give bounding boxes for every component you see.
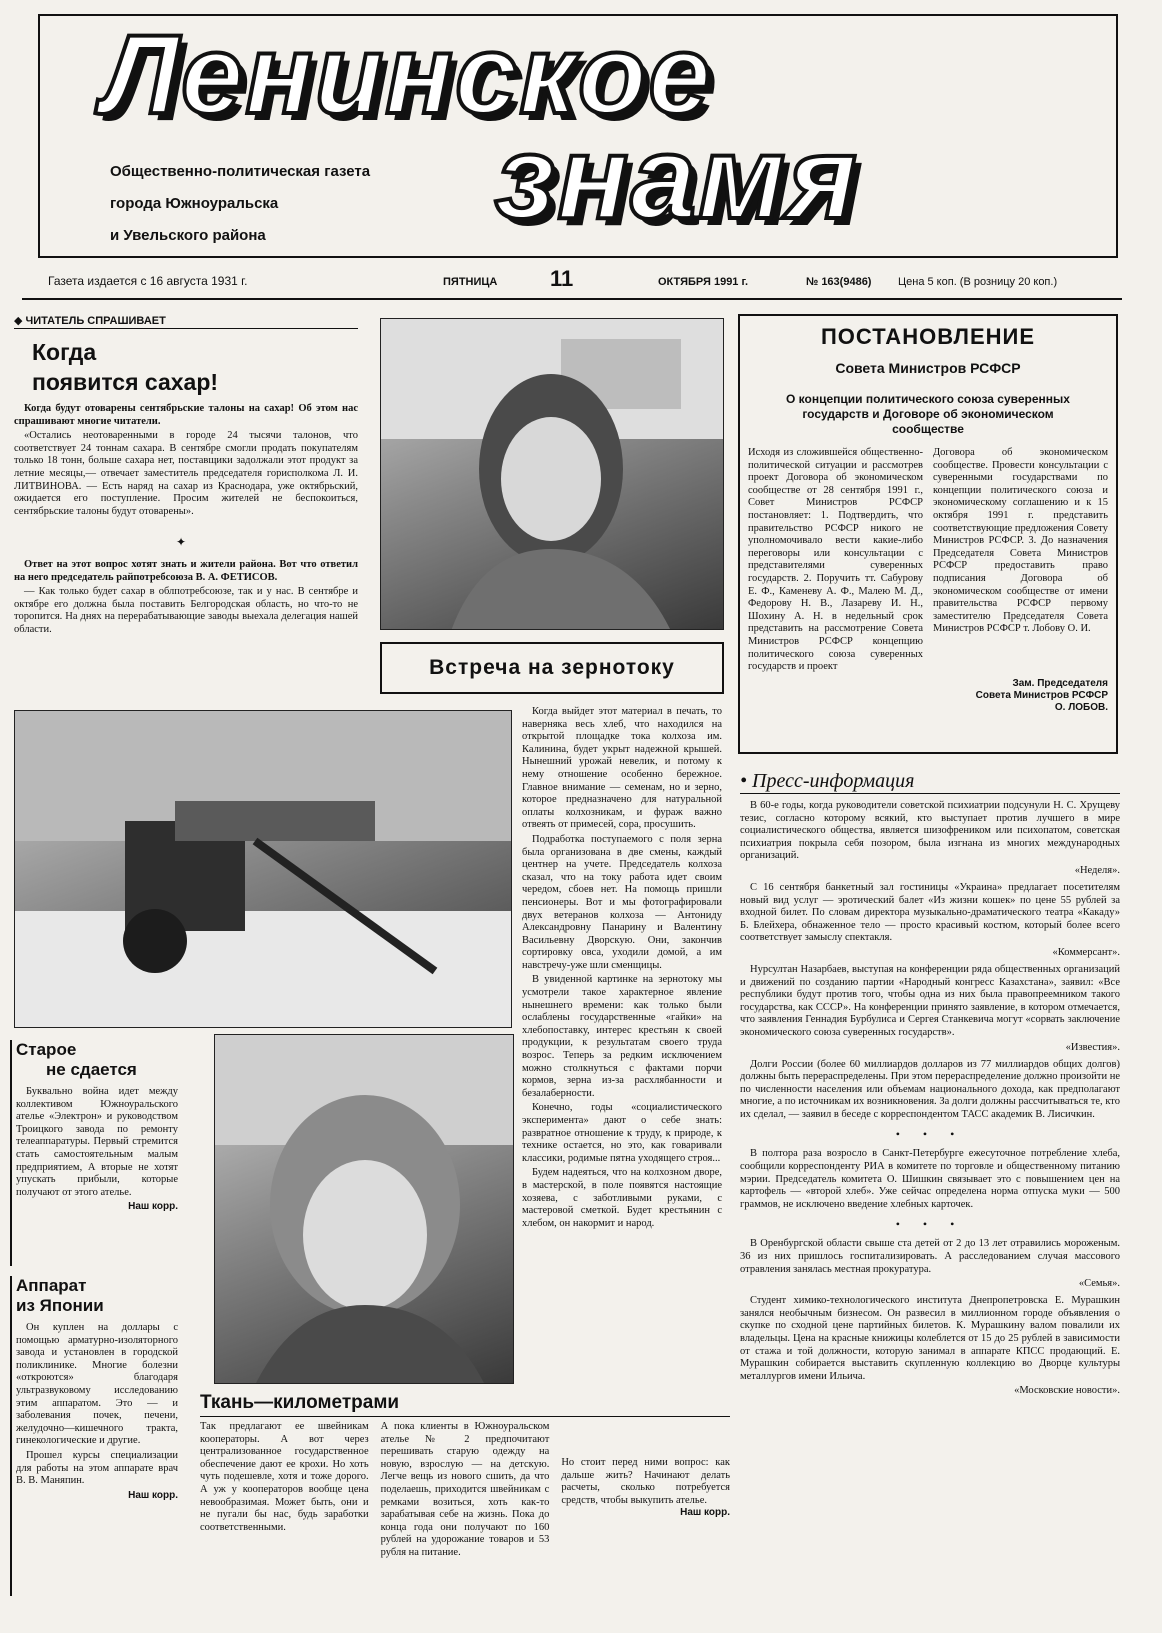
press-info-text: С 16 сентября банкетный зал гостиницы «Украина» предлагает посетителям новый вид услуг — эротический балет «Из жизни кошек» по цене 55 рублей за входной билет. По словам директора музыкально-драматического театра «Какаду» Б. Блейхера, обнаженное тело — просто красивый костюм, который более всего соответствует замыслу спектакля. — [740, 881, 1120, 944]
dateline-day: 11 — [550, 266, 574, 291]
separator-dots: • • • — [895, 1217, 965, 1232]
decree-topic: О концепции политического союза суверенных государств и Договоре об экономическом сообществе — [786, 392, 1070, 436]
photo-old-woman-drawing — [215, 1035, 514, 1384]
fabric-column-3-wrap — [561, 1421, 730, 1560]
press-info-item — [740, 882, 1120, 945]
press-info-source: «Семья». — [1078, 1278, 1120, 1290]
press-info-text: В Оренбургской области свыше ста детей от 2 до 13 лет отравились мороженым. 36 из них пришлось госпитализировать. А расследованием случая массового отравления занялась местная прокуратура. — [740, 1238, 1120, 1275]
photo-caption-box — [380, 642, 724, 694]
device-paragraph: Прошел курсы специализации для работы на этом аппарате врач В. В. Маняпин. — [16, 1449, 178, 1487]
fabric-column-2: А пока клиенты в Южноуральском ателье № 2 предпочитают перешивать старую одежду на новую, взрослую — на детскую. Легче вещь из нового сшить, да что поделаешь, приходится швейникам с ремками возиться, хоть как-то зарабатывая себе на жизнь. Пока до конца года они получают по 160 рублей на удорожание товаров и 53 рубля на питание. — [380, 1421, 550, 1558]
masthead-subtitle-line: Общественно-политическая газета — [110, 163, 371, 180]
decree-column-2: Договора об экономическом сообществе. Провести консультации с суверенными государствами по концепции политического союза и экономическому соглашению и к 15 октября 1991 г. представить соответствующие предложения Совету Министров РСФСР. 3. До назначения Председателя Совета Министров РСФСР предоставить право подписания Договора об экономическом сообществе от имени правительства РСФСР первому заместителю Председателя Совета Министров РСФСР т. Лобову О. И. — [933, 447, 1108, 635]
decree-signature-name: О. ЛОБОВ. — [1054, 701, 1108, 713]
masthead-title-line2: знамя — [495, 112, 859, 244]
device-headline-line2: из Японии — [16, 1296, 104, 1315]
press-info-item — [740, 964, 1120, 1040]
grain-article-paragraph: Будем надеяться, что на колхозном дворе, в мастерской, в поле появятся настоящие хозяева, с заботливыми руками, с мастеровой сметкой. Будет крестьянин с хлебом, он накормит и народ. — [522, 1167, 722, 1229]
reader-asks-headline — [32, 337, 358, 397]
photo-tractor-drawing — [15, 711, 512, 1028]
reader-asks-body — [14, 403, 358, 637]
old-headline-line2: не сдается — [46, 1060, 137, 1079]
device-headline — [16, 1276, 178, 1316]
device-paragraph: Он куплен на доллары с помощью арматурно-изоляторного завода и установлен в городской поликлинике. Многие болезни «откроются» благодаря ультразвуковому исследованию этим аппаратом. Это — и заболевания почек, печени, желудочно—кишечного тракта, гинекологические и другие. — [16, 1322, 178, 1447]
decree-columns — [748, 447, 1108, 674]
grain-article-paragraph: Подработка поступаемого с поля зерна была организована в две смены, каждый центнер на учете. Председатель колхоза сказал, что на току работа идет своим чередом, сбоев нет. На помощь пришли пенсионеры. Вот и мы фотографировали двух ветеранов колхоза — Антониду Александровну Панарину и Валентину Васильевну Дворскую. Они, закончив сортировку овса, уходили домой, а им навстречу-уже шли сменщицы. — [522, 833, 722, 971]
press-info-source: «Коммерсант». — [1052, 946, 1120, 958]
press-info-rubric-text: Пресс-информация — [752, 770, 915, 792]
masthead — [38, 14, 1118, 258]
press-info-text: В полтора раза возросло в Санкт-Петербурге ежесуточное потребление хлеба, сообщили корреспонденту РИА в комитете по торговле и общественному питанию мэрии. Председатель комитета О. Шишкин связывает это с повышением цен на картофель — «второй хлеб». Уже сейчас определена норма отпуска муки — 500 граммов, не исключено введение хлебных карточек. — [740, 1148, 1120, 1210]
old-headline — [16, 1040, 178, 1080]
grain-article-paragraph: В увиденной картинке на зернотоку мы усмотрели такое характерное явление нынешнего времени: как только были ослаблены государственные «гайки» на хлебопоставку, интерес крестьян к своей продукции, к результатам своего труда возрос. Теперь за редким исключением можно столкнуться с фактами порчи кормов, зерна из-за расхлябанности и безалаберности. — [522, 974, 722, 1099]
grain-article-paragraph: Когда выйдет этот материал в печать, то наверняка весь хлеб, что находился на открытой площадке тока колхоза им. Калинина, будет укрыт надежной крышей. Нынешний урожай невелик, и потому к нему отношение особенно бережное. Главное внимание — семенам, но и зерно, которое предназначено для натуральной оплаты колхозникам, и фураж важно отвеять от примесей, сора, просушить. — [522, 706, 722, 831]
decree-signature-line: Зам. Председателя — [1012, 677, 1108, 689]
fabric-column-1: Так предлагают ее швейникам кооператоры. А вот через централизованное государственное обеспечение дают ее крохи. Но хоть чуть подешевле, хотя и тоже дорого. А уж у кооператоров вообще цена невообразимая. Может быть, они и не пугали бы нас, будь заработки соответственными. — [200, 1421, 369, 1533]
device-body — [16, 1322, 178, 1488]
press-info-text: Долги России (более 60 миллиардов долларов из 77 миллиардов общих долгов) должны быть перераспределены. При этом перераспределение должно произойти не по численности населения или объемам национального дохода, как предполагают многие, а по источникам их возникновения. За долги должны рассчитываться те, кто их сделал, — заявил в беседе с корреспондентом ТАСС академик В. Лисичкин. — [740, 1058, 1120, 1120]
dateline-price: Цена 5 коп. (В розницу 20 коп.) — [898, 276, 1058, 288]
reader-asks-paragraph: Ответ на этот вопрос хотят знать и жители района. Вот что ответил на него председатель райпотребсоюза В. А. ФЕТИСОВ. — [14, 558, 358, 583]
masthead-subtitle-line: города Южноуральска — [110, 195, 279, 212]
press-info-item — [740, 1059, 1120, 1122]
grain-article-paragraph: Конечно, годы «социалистического эксперимента» дают о себе знать: развратное отношение к труду, к природе, к технике остается, но это, как говаривали классики, родимые пятна уходящего строя... — [522, 1102, 722, 1164]
old-signature: Наш корр. — [128, 1201, 178, 1213]
old-body — [16, 1086, 178, 1199]
dateline-since: Газета издается с 16 августа 1931 г. — [48, 274, 248, 288]
dateline-month-year: ОКТЯБРЯ 1991 г. — [658, 276, 749, 288]
press-info-text: Студент химико-технологического института Днепропетровска Е. Мурашкин занялся необычным бизнесом. Он развесил в миллионном городе объявления о скупке по сходной цене партийных билетов. К. Мурашкину валом повалили их владельцы. Цена на красные книжицы колеблется от 15 до 25 рублей в зависимости от стажа и той должности, которую занимал в аппарате КПСС продающий. Е. Мурашкин собирается выставить скупленную коллекцию во Дворце культуры металлургов имени Ильича. — [740, 1295, 1120, 1382]
decree-article — [738, 314, 1118, 754]
fabric-columns — [200, 1421, 730, 1560]
dateline-weekday: ПЯТНИЦА — [443, 276, 498, 288]
separator-star: ✦ — [175, 535, 197, 550]
photo-old-woman — [214, 1034, 514, 1384]
dateline-issue: № 163(9486) — [806, 276, 872, 288]
press-info-item — [740, 800, 1120, 863]
reader-asks-article — [14, 314, 358, 694]
dateline — [38, 268, 1118, 298]
photo-woman-headscarf — [380, 318, 724, 630]
fabric-column-3: Но стоит перед ними вопрос: как дальше жить? Начинают делать расчеты, сколько потребуется средств, чтобы выкупить ателье. — [561, 1457, 731, 1506]
decree-signature-line: Совета Министров РСФСР — [975, 689, 1108, 701]
fabric-signature: Наш корр. — [680, 1507, 731, 1519]
press-info-text: Нурсултан Назарбаев, выступая на конференции ряда общественных организаций и движений по созданию партии «Народный конгресс Казахстана», заявил: «Все республики будут против того, чтобы одна из них была правопреемником такого государства, как СССР». На конференции принято заявление, в котором отмечается, что заявления Геннадия Бурбулиса и Сергея Станкевича могут «сорвать заключение экономического союза суверенных государств». — [740, 963, 1120, 1038]
old-paragraph: Буквально война идет между коллективом Южноуральского ателье «Электрон» и руководством Троицкого завода по ремонту телеаппаратуры. Первый стремится стать самостоятельным малым предприятием, А вторые не хотят упускать прибыли, которые получают от этого ателье. — [16, 1086, 178, 1198]
reader-asks-paragraph: Когда будут отоварены сентябрьские талоны на сахар! Об этом нас спрашивают многие читатели. — [14, 403, 358, 427]
device-article — [10, 1276, 178, 1596]
press-info-source: «Неделя». — [1074, 864, 1120, 876]
press-info-rubric: • Пресс-информация — [740, 770, 1120, 794]
reader-asks-headline-line2: появится сахар! — [32, 369, 219, 395]
masthead-subtitle-line: и Увельского района — [110, 227, 266, 244]
masthead-subtitle — [110, 156, 370, 252]
press-info-article — [740, 770, 1120, 1630]
reader-asks-rubric: ◆ ЧИТАТЕЛЬ СПРАШИВАЕТ — [14, 314, 358, 329]
press-info-source: «Московские новости». — [1014, 1385, 1120, 1397]
decree-subtitle: Совета Министров РСФСР — [835, 360, 1021, 376]
reader-asks-paragraph: «Остались неотоваренными в городе 24 тысячи талонов, что соответствует 24 тоннам сахара. В сентябре смогли продать покупателям только 18 тонн, больше сахара нет, поставщики задолжали этот продукт за летние месяцы,— отвечает заместитель председателя горисполкома Л. И. ЛИТВИНОВА. — Есть наряд на сахар из Краснодара, уже октябрьский, ожидается его поступление. Просим жителей не беспокоиться, сентябрьские талоны будут отоварены». — [14, 430, 358, 517]
dateline-rule — [22, 298, 1122, 300]
photo-woman-headscarf-drawing — [381, 319, 724, 630]
separator-dots: • • • — [895, 1127, 965, 1142]
press-info-text: В 60-е годы, когда руководители советской психиатрии подсунули Н. С. Хрущеву тезис, согласно которому всякий, кто выступает против лучшего в мире социалистического общества, является шизофреником или психопатом, советская психиатрия покрыла себя позором, была изгнана из многих международных организаций. — [740, 800, 1120, 862]
old-headline-line1: Старое — [16, 1040, 77, 1059]
reader-asks-headline-line1: Когда — [32, 339, 97, 365]
device-signature: Наш корр. — [128, 1489, 178, 1501]
fabric-headline: Ткань—километрами — [200, 1392, 730, 1417]
photo-caption: Встреча на зернотоку — [429, 656, 675, 679]
old-article — [10, 1040, 178, 1266]
press-info-item — [740, 1295, 1120, 1383]
device-headline-line1: Аппарат — [16, 1276, 87, 1295]
reader-asks-paragraph: — Как только будет сахар в облпотребсоюзе, так и у нас. В сентябре и октябре его должна была поставить Белгородская область, но что-то не торопится. На днях на перерабатывающие заводы выехала делегация нашей области. — [14, 586, 358, 635]
photo-tractor-threshing-floor — [14, 710, 512, 1028]
reader-asks-rubric-text: ЧИТАТЕЛЬ СПРАШИВАЕТ — [25, 315, 166, 327]
decree-title: ПОСТАНОВЛЕНИЕ — [820, 324, 1036, 349]
masthead-title-line1: Ленинское — [102, 12, 713, 137]
decree-column-1: Исходя из сложившейся общественно-политической ситуации и рассмотрев проект Договора об экономическом сообществе от 28 сентября 1991 г., Совет Министров РСФСР постановляет: 1. Подтвердить, что правительство РСФСР никого не уполномочивало вести какие-либо переговоры или консультации с представителями суверенных государств. 2. Поручить тт. Сабурову Е. Ф., Каменеву А. Ф., Малею М. Д., Федорову Н. В., Лазареву И. Н., Шохину А. Н. в недельный срок представить на рассмотрение Совета Министров РСФСР концепцию политического союза суверенных государств и проект — [748, 447, 923, 673]
press-info-item — [740, 1148, 1120, 1211]
grain-article-body — [522, 706, 722, 1382]
decree-signature — [748, 678, 1108, 714]
press-info-source: «Известия». — [1065, 1041, 1120, 1053]
press-info-item — [740, 1238, 1120, 1276]
fabric-article — [200, 1392, 730, 1628]
